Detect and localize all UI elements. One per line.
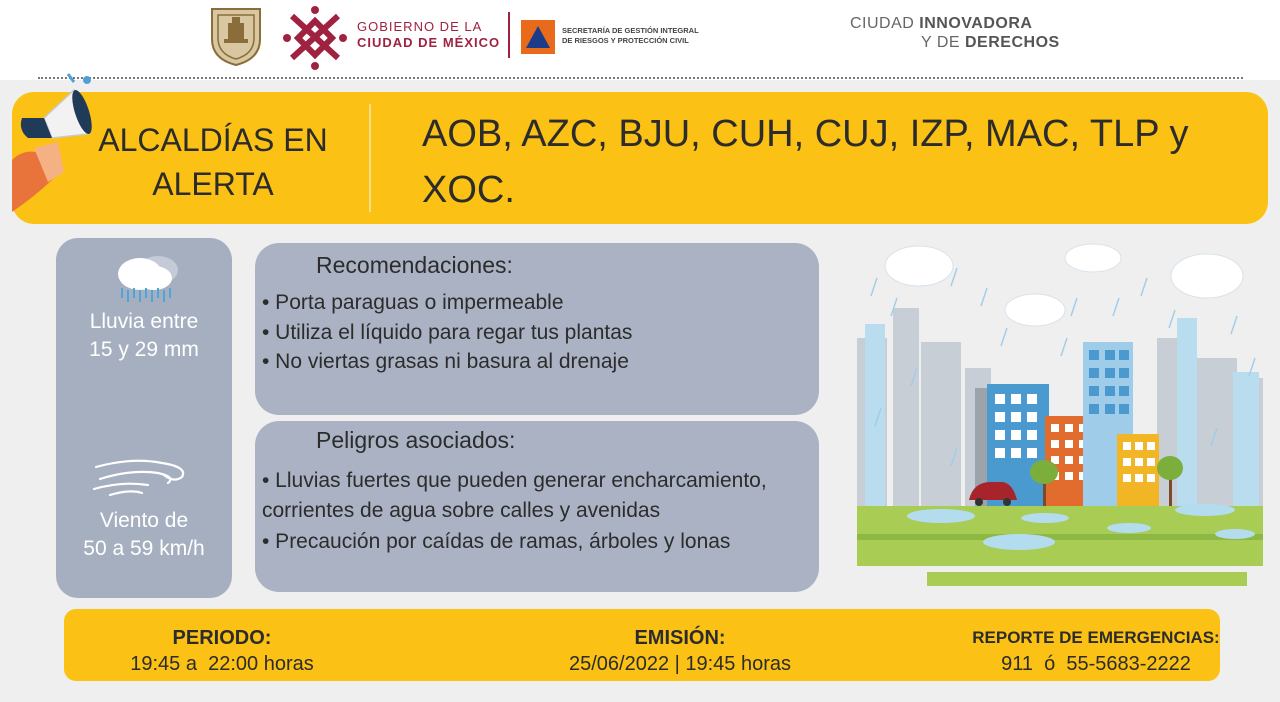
rain-amount [56,308,232,364]
period-block [122,625,322,677]
government-name [357,19,500,51]
emission-label: EMISIÓN: [634,627,726,649]
sgirp-logo-icon [521,20,555,54]
header-divider [508,12,510,58]
alert-title [88,118,338,206]
recommendations-list [262,288,814,377]
wind-line-1: Viento de [99,509,189,532]
emergency-phone: 911 ó 55-5683-2222 [1001,653,1191,675]
sgirp-name [562,26,699,46]
rain-line-1: Lluvia entre [89,310,199,333]
gov-line-1: GOBIERNO DE LA [357,19,483,34]
emergency-label: REPORTE DE EMERGENCIAS: [972,628,1220,647]
city-rain-illustration [857,238,1263,594]
sgirp-line-2: DE RIESGOS Y PROTECCIÓN CIVIL [562,36,689,45]
slogan-bold: INNOVADORA [919,15,1033,32]
emission-value: 25/06/2022 | 19:45 horas [568,653,792,675]
alert-title-line-1: ALCALDÍAS EN [98,122,328,158]
hazards-title: Peligros asociados: [316,427,516,453]
recommendations-title: Recomendaciones: [316,252,513,278]
header-dotted-divider [38,77,1243,79]
list-item: • Porta paraguas o impermeable [262,291,564,314]
coat-of-arms-icon [208,5,264,67]
slogan-part: Y DE [921,34,965,51]
rain-cloud-icon [110,250,182,306]
gov-line-2: CIUDAD DE MÉXICO [357,35,501,50]
list-item: • No viertas grasas ni basura al drenaje [262,350,629,373]
sgirp-line-1: SECRETARÍA DE GESTIÓN INTEGRAL [562,26,699,35]
alert-title-line-2: ALERTA [152,166,274,202]
wind-speed [56,507,232,563]
slogan-bold: DERECHOS [965,34,1060,51]
period-value: 19:45 a 22:00 horas [130,653,314,675]
emergency-block [962,625,1230,677]
list-item: • Lluvias fuertes que pueden generar encharcamiento, corrientes de agua sobre calles y avenidas [262,469,767,522]
wind-icon [92,453,192,499]
cdmx-logo-icon [282,2,348,72]
slogan-part: CIUDAD [850,15,920,32]
alert-divider [369,104,371,212]
alert-boroughs: AOB, AZC, BJU, CUH, CUJ, IZP, MAC, TLP y XOC. [422,113,1189,211]
megaphone-icon [8,72,94,214]
rain-line-2: 15 y 29 mm [89,338,199,361]
list-item: • Utiliza el líquido para regar tus plantas [262,320,633,344]
period-label: PERIODO: [172,627,272,649]
list-item: • Precaución por caídas de ramas, árboles y lonas [262,530,731,553]
emission-block [540,625,820,677]
city-slogan [850,14,1060,52]
wind-line-2: 50 a 59 km/h [83,537,205,560]
hazards-list [262,466,814,557]
